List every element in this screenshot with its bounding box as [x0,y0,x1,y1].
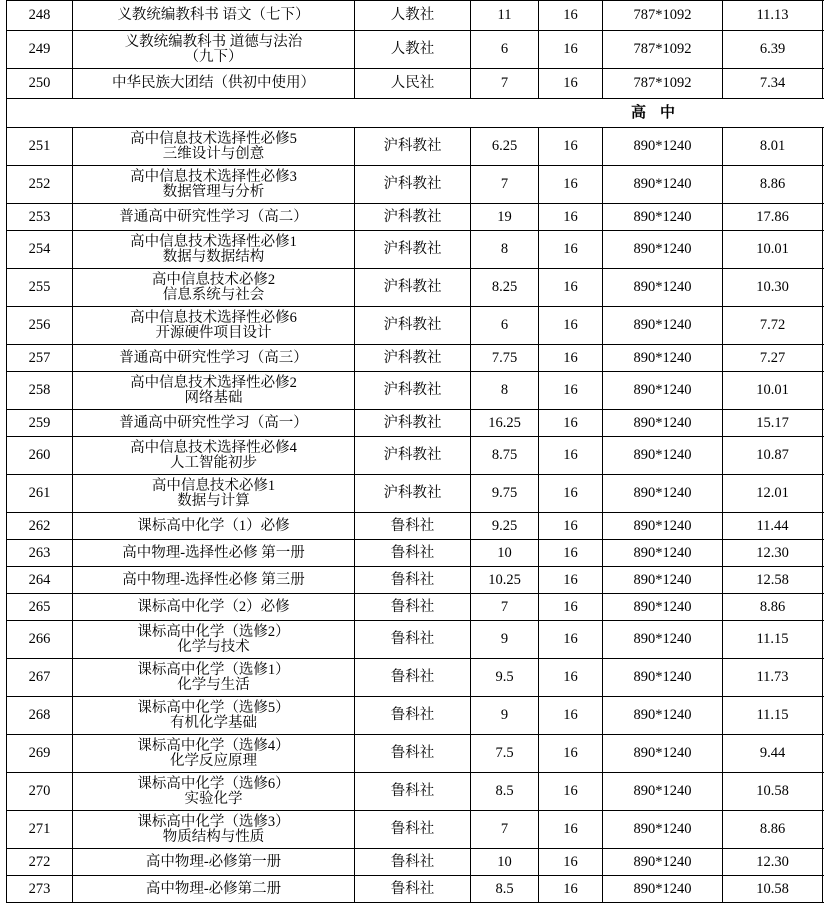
table-row [7,1,824,31]
book-title [73,204,355,231]
table-row [7,345,824,372]
publisher: 鲁科社 [355,811,471,849]
publisher: 鲁科社 [355,540,471,567]
print-sheets: 10 [471,849,539,876]
print-sheets: 6.25 [471,128,539,166]
format: 16 [539,811,603,849]
book-title [73,540,355,567]
book-title [73,166,355,204]
paper-size: 890*1240 [603,437,723,475]
paper-size: 890*1240 [603,513,723,540]
book-title-line: 人工智能初步 [170,454,257,471]
row-number: 269 [7,735,73,773]
paper-size: 890*1240 [603,345,723,372]
book-title-line: 数据与计算 [177,492,250,509]
price: 10.01 [723,231,823,269]
paper-size: 890*1240 [603,128,723,166]
book-title-line: 课标高中化学（选修4） [137,737,290,754]
row-number: 248 [7,1,73,31]
book-title [73,659,355,697]
table-row [7,204,824,231]
format: 16 [539,567,603,594]
paper-size: 890*1240 [603,876,723,903]
price: 6.39 [723,31,823,69]
row-number: 270 [7,773,73,811]
table-row [7,307,824,345]
format: 16 [539,621,603,659]
table-row [7,410,824,437]
format: 16 [539,849,603,876]
format: 16 [539,735,603,773]
publisher: 人民社 [355,69,471,99]
book-title-line: 高中信息技术选择性必修1 [130,233,297,250]
print-sheets: 8 [471,372,539,410]
paper-size: 890*1240 [603,659,723,697]
format: 16 [539,69,603,99]
publisher: 人教社 [355,1,471,31]
publisher: 沪科教社 [355,345,471,372]
paper-size: 787*1092 [603,1,723,31]
paper-size: 890*1240 [603,621,723,659]
book-title-line: 高中信息技术选择性必修5 [130,130,297,147]
textbook-table [6,0,824,903]
row-number: 262 [7,513,73,540]
format: 16 [539,659,603,697]
format: 16 [539,513,603,540]
price: 10.01 [723,372,823,410]
book-title-line: 化学反应原理 [170,752,257,769]
publisher: 鲁科社 [355,849,471,876]
book-title-line: 课标高中化学（选修1） [137,661,290,678]
paper-size: 787*1092 [603,31,723,69]
paper-size: 890*1240 [603,697,723,735]
book-title [73,410,355,437]
book-title-line: 高中信息技术选择性必修6 [130,309,297,326]
row-number: 257 [7,345,73,372]
book-title-line: （九下） [184,48,243,65]
book-title-line: 开源硬件项目设计 [155,324,272,341]
price: 10.87 [723,437,823,475]
table-row [7,849,824,876]
price: 10.58 [723,876,823,903]
row-number: 256 [7,307,73,345]
print-sheets: 9 [471,697,539,735]
print-sheets: 8.75 [471,437,539,475]
table-row [7,621,824,659]
row-number: 265 [7,594,73,621]
format: 16 [539,128,603,166]
book-title [73,697,355,735]
book-title-line: 高中信息技术必修2 [151,271,276,288]
row-number: 266 [7,621,73,659]
table-row [7,567,824,594]
price: 11.44 [723,513,823,540]
table-row [7,475,824,513]
book-title [73,513,355,540]
print-sheets: 11 [471,1,539,31]
format: 16 [539,307,603,345]
format: 16 [539,773,603,811]
price: 10.58 [723,773,823,811]
paper-size: 890*1240 [603,540,723,567]
book-title-line: 义教统编教科书 道德与法治 [124,33,303,50]
table-row [7,372,824,410]
book-title [73,735,355,773]
book-title [73,621,355,659]
publisher: 沪科教社 [355,166,471,204]
section-header [7,99,824,128]
table-body-senior [7,128,824,903]
print-sheets: 10.25 [471,567,539,594]
format: 16 [539,269,603,307]
book-title [73,128,355,166]
format: 16 [539,231,603,269]
print-sheets: 7.75 [471,345,539,372]
price: 11.15 [723,621,823,659]
book-title [73,69,355,99]
print-sheets: 9.75 [471,475,539,513]
format: 16 [539,166,603,204]
book-title-line: 课标高中化学（选修3） [137,813,290,830]
book-title [73,876,355,903]
row-number: 258 [7,372,73,410]
table-row [7,876,824,903]
row-number: 267 [7,659,73,697]
book-title-line: 高中物理-必修第二册 [145,880,282,897]
format: 16 [539,204,603,231]
paper-size: 890*1240 [603,849,723,876]
publisher: 鲁科社 [355,876,471,903]
book-title-line: 三维设计与创意 [162,145,265,162]
table-row [7,231,824,269]
publisher: 鲁科社 [355,594,471,621]
paper-size: 890*1240 [603,166,723,204]
row-number: 250 [7,69,73,99]
table-row [7,269,824,307]
row-number: 254 [7,231,73,269]
book-title-line: 化学与技术 [177,638,250,655]
row-number: 271 [7,811,73,849]
print-sheets: 19 [471,204,539,231]
book-title [73,345,355,372]
publisher: 鲁科社 [355,513,471,540]
publisher: 鲁科社 [355,697,471,735]
price: 12.30 [723,849,823,876]
row-number: 272 [7,849,73,876]
section-row [7,99,824,128]
print-sheets: 6 [471,31,539,69]
table-row [7,513,824,540]
table-row [7,659,824,697]
price: 17.86 [723,204,823,231]
print-sheets: 7.5 [471,735,539,773]
publisher: 人教社 [355,31,471,69]
print-sheets: 7 [471,594,539,621]
price: 11.13 [723,1,823,31]
print-sheets: 16.25 [471,410,539,437]
paper-size: 890*1240 [603,269,723,307]
format: 16 [539,594,603,621]
row-number: 261 [7,475,73,513]
table-row [7,166,824,204]
book-title-line: 课标高中化学（2）必修 [137,598,290,615]
section-label: 高中 [7,99,824,128]
row-number: 252 [7,166,73,204]
book-title [73,372,355,410]
table-row [7,69,824,99]
book-title-line: 课标高中化学（选修6） [137,775,290,792]
format: 16 [539,31,603,69]
row-number: 253 [7,204,73,231]
price: 8.86 [723,166,823,204]
book-title-line: 课标高中化学（选修5） [137,699,290,716]
print-sheets: 8.25 [471,269,539,307]
book-title-line: 数据与数据结构 [162,248,265,265]
book-title [73,307,355,345]
book-title-line: 高中信息技术选择性必修2 [130,374,297,391]
row-number: 259 [7,410,73,437]
format: 16 [539,1,603,31]
table-row [7,697,824,735]
print-sheets: 7 [471,69,539,99]
print-sheets: 8.5 [471,876,539,903]
table-row [7,773,824,811]
book-title-line: 普通高中研究性学习（高二） [119,208,308,225]
format: 16 [539,475,603,513]
row-number: 268 [7,697,73,735]
book-title-line: 普通高中研究性学习（高一） [119,414,308,431]
price: 7.27 [723,345,823,372]
book-title-line: 网络基础 [184,389,243,406]
paper-size: 890*1240 [603,811,723,849]
price: 15.17 [723,410,823,437]
row-number: 260 [7,437,73,475]
publisher: 沪科教社 [355,269,471,307]
publisher: 沪科教社 [355,475,471,513]
print-sheets: 9 [471,621,539,659]
print-sheets: 8 [471,231,539,269]
print-sheets: 6 [471,307,539,345]
book-title-line: 信息系统与社会 [162,286,265,303]
book-title-line: 高中物理-选择性必修 第三册 [122,571,305,588]
price: 9.44 [723,735,823,773]
paper-size: 890*1240 [603,475,723,513]
publisher: 沪科教社 [355,128,471,166]
paper-size: 787*1092 [603,69,723,99]
row-number: 255 [7,269,73,307]
book-title [73,773,355,811]
book-title [73,811,355,849]
book-title [73,1,355,31]
table-row [7,735,824,773]
format: 16 [539,876,603,903]
paper-size: 890*1240 [603,773,723,811]
price: 8.86 [723,594,823,621]
price: 10.30 [723,269,823,307]
book-title-line: 高中物理-必修第一册 [145,853,282,870]
table-row [7,811,824,849]
row-number: 249 [7,31,73,69]
book-title [73,31,355,69]
book-title-line: 数据管理与分析 [162,183,265,200]
table-row [7,31,824,69]
paper-size: 890*1240 [603,204,723,231]
book-title [73,437,355,475]
price: 12.30 [723,540,823,567]
book-title-line: 中华民族大团结（供初中使用） [112,75,315,91]
price: 12.58 [723,567,823,594]
publisher: 沪科教社 [355,204,471,231]
format: 16 [539,372,603,410]
publisher: 鲁科社 [355,567,471,594]
price: 8.86 [723,811,823,849]
publisher: 沪科教社 [355,231,471,269]
format: 16 [539,697,603,735]
book-title [73,231,355,269]
price: 11.73 [723,659,823,697]
table-row [7,540,824,567]
book-title-line: 有机化学基础 [170,714,257,731]
paper-size: 890*1240 [603,410,723,437]
row-number: 273 [7,876,73,903]
table-row [7,594,824,621]
row-number: 264 [7,567,73,594]
book-title-line: 义教统编教科书 语文（七下） [117,7,310,23]
table-row [7,128,824,166]
paper-size: 890*1240 [603,372,723,410]
book-title-line: 高中物理-选择性必修 第一册 [122,544,305,561]
print-sheets: 8.5 [471,773,539,811]
book-title-line: 高中信息技术选择性必修4 [130,439,297,456]
book-title [73,594,355,621]
print-sheets: 7 [471,166,539,204]
publisher: 沪科教社 [355,410,471,437]
row-number: 263 [7,540,73,567]
publisher: 沪科教社 [355,307,471,345]
book-title-line: 实验化学 [184,790,243,807]
format: 16 [539,410,603,437]
table-row [7,437,824,475]
print-sheets: 10 [471,540,539,567]
publisher: 沪科教社 [355,437,471,475]
format: 16 [539,540,603,567]
book-title [73,269,355,307]
print-sheets: 9.25 [471,513,539,540]
paper-size: 890*1240 [603,231,723,269]
price: 7.34 [723,69,823,99]
format: 16 [539,345,603,372]
book-title-line: 高中信息技术选择性必修3 [130,168,297,185]
book-title-line: 普通高中研究性学习（高三） [119,349,308,366]
publisher: 沪科教社 [355,372,471,410]
price: 8.01 [723,128,823,166]
book-title-line: 物质结构与性质 [162,828,265,845]
format: 16 [539,437,603,475]
book-title [73,567,355,594]
publisher: 鲁科社 [355,621,471,659]
row-number: 251 [7,128,73,166]
book-title-line: 高中信息技术必修1 [151,477,276,494]
publisher: 鲁科社 [355,773,471,811]
table-body-junior [7,1,824,99]
paper-size: 890*1240 [603,307,723,345]
paper-size: 890*1240 [603,735,723,773]
price: 12.01 [723,475,823,513]
book-title-line: 课标高中化学（1）必修 [137,517,290,534]
price: 7.72 [723,307,823,345]
book-title-line: 化学与生活 [177,676,250,693]
publisher: 鲁科社 [355,659,471,697]
paper-size: 890*1240 [603,594,723,621]
publisher: 鲁科社 [355,735,471,773]
print-sheets: 9.5 [471,659,539,697]
print-sheets: 7 [471,811,539,849]
book-title [73,849,355,876]
price: 11.15 [723,697,823,735]
book-title-line: 课标高中化学（选修2） [137,623,290,640]
book-title [73,475,355,513]
paper-size: 890*1240 [603,567,723,594]
